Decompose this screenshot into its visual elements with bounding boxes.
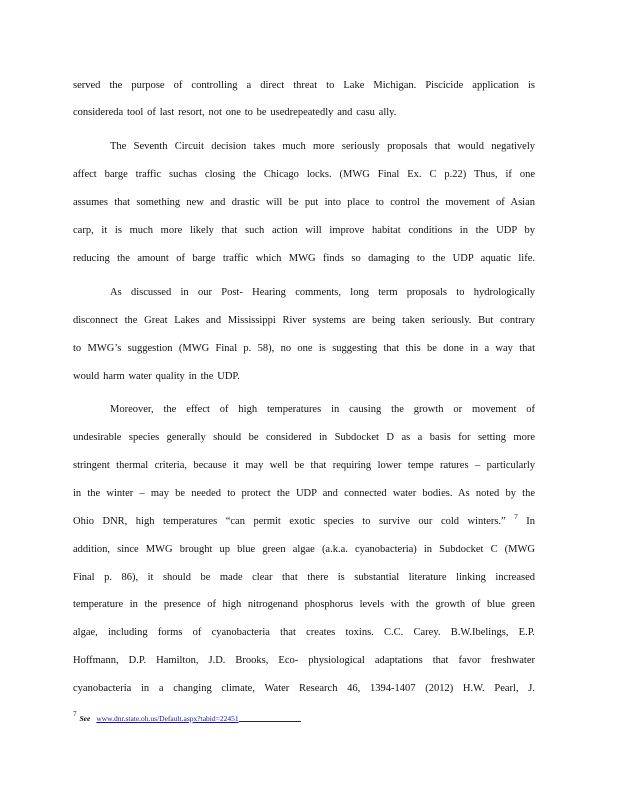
paragraph-4-line-6: addition, since MWG brought up blue green algae (a.k.a. cyanobacteria) in Subdocket C (MWG <box>73 544 535 555</box>
paragraph-2-line-1: The Seventh Circuit decision takes much more seriously proposals that would negatively <box>110 141 535 152</box>
paragraph-2-line-3: assumes that something new and drastic will be put into place to control the movement of Asian <box>73 197 535 208</box>
paragraph-3-line-1: As discussed in our Post- Hearing comments, long term proposals to hydrologically <box>110 287 535 298</box>
paragraph-1-line-2: considereda tool of last resort, not one to be usedrepeatedly and casu ally. <box>73 107 397 118</box>
footnote-link-underline <box>239 713 301 722</box>
paragraph-3-line-3: to MWG’s suggestion (MWG Final p. 58), no one is suggesting that this be done in a way that <box>73 343 535 354</box>
footnote-marker: 7 <box>73 710 77 718</box>
paragraph-4-line-1: Moreover, the effect of high temperatures in causing the growth or movement of <box>110 404 535 415</box>
footnote-link[interactable]: www.dnr.state.oh.us/Default.aspx?tabid=22451 <box>96 714 239 723</box>
footnote <box>73 710 301 724</box>
paragraph-2-line-5: reducing the amount of barge traffic which MWG finds so damaging to the UDP aquatic life. <box>73 253 535 264</box>
paragraph-4-line-5-text: Ohio DNR, high temperatures “can permit exotic species to survive our cold winters.” <box>73 516 506 527</box>
paragraph-2-line-2: affect barge traffic suchas closing the Chicago locks. (MWG Final Ex. C p.22) Thus, if one <box>73 169 535 180</box>
paragraph-4-line-4: in the winter – may be needed to protect the UDP and connected water bodies. As noted by the <box>73 488 535 499</box>
paragraph-4-line-2: undesirable species generally should be considered in Subdocket D as a basis for setting more <box>73 432 535 443</box>
paragraph-4-line-9: algae, including forms of cyanobacteria that creates toxins. C.C. Carey. B.W.Ibelings, E.P. <box>73 627 535 638</box>
paragraph-4-line-7: Final p. 86), it should be made clear that there is substantial literature linking increased <box>73 572 535 583</box>
footnote-see-label: See <box>79 714 91 723</box>
paragraph-4-line-3: stringent thermal criteria, because it may well be that requiring lower tempe ratures – particularly <box>73 460 535 471</box>
paragraph-3-line-4: would harm water quality in the UDP. <box>73 371 240 382</box>
paragraph-2-line-4: carp, it is much more likely that such action will improve habitat conditions in the UDP by <box>73 225 535 236</box>
paragraph-3-line-2: disconnect the Great Lakes and Mississippi River systems are being taken seriously. But contrary <box>73 315 535 326</box>
paragraph-4-line-8: temperature in the presence of high nitrogenand phosphorus levels with the growth of blue green <box>73 599 535 610</box>
footnote-reference[interactable]: 7 <box>514 513 518 521</box>
paragraph-4-line-5-tail: In <box>526 516 535 527</box>
paragraph-1-line-1: served the purpose of controlling a direct threat to Lake Michigan. Piscicide application is <box>73 80 535 91</box>
paragraph-4-line-5 <box>73 515 535 529</box>
paragraph-4-line-10: Hoffmann, D.P. Hamilton, J.D. Brooks, Eco- physiological adaptations that favor freshwater <box>73 655 535 666</box>
paragraph-4-line-11: cyanobacteria in a changing climate, Water Research 46, 1394-1407 (2012) H.W. Pearl, J. <box>73 683 535 694</box>
